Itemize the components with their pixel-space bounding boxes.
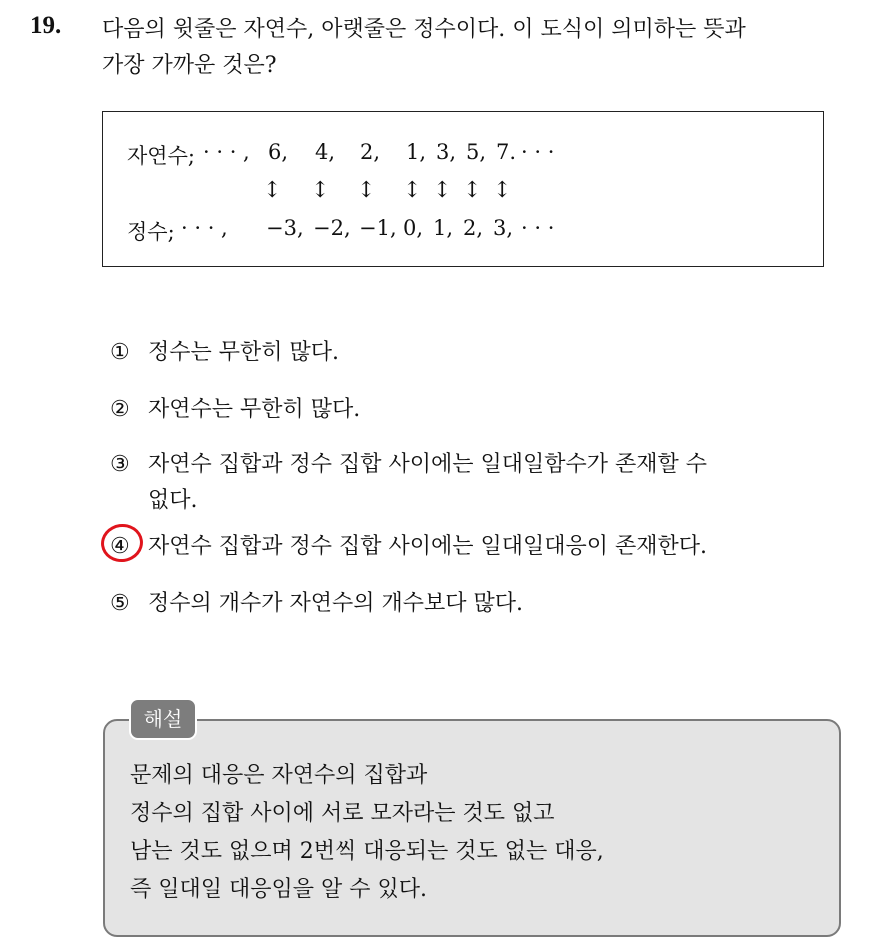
natural-value: 3, — [436, 140, 457, 164]
updown-arrow-icon: ↕ — [311, 178, 330, 203]
integer-value: −3, — [266, 216, 304, 240]
integer-value: 3, — [493, 216, 514, 240]
choice-1[interactable] — [110, 335, 339, 366]
updown-arrow-icon: ↕ — [433, 178, 452, 203]
updown-arrow-icon: ↕ — [357, 178, 376, 203]
updown-arrow-icon: ↕ — [493, 178, 512, 203]
integer-value: −1, — [359, 216, 397, 240]
natural-ellipsis: · · · — [521, 140, 555, 164]
choice-4[interactable] — [110, 529, 707, 560]
updown-arrow-icon: ↕ — [463, 178, 482, 203]
mapping-diagram — [102, 111, 824, 267]
explanation-line: 정수의 집합 사이에 서로 모자라는 것도 없고 — [130, 801, 555, 826]
integer-value: 0, — [403, 216, 424, 240]
question-line-1: 다음의 윗줄은 자연수, 아랫줄은 정수이다. 이 도식이 의미하는 뜻과 — [102, 17, 746, 42]
choice-text: 정수는 무한히 많다. — [148, 340, 339, 365]
integer-label: 정수; — [127, 220, 175, 244]
integer-value: 2, — [463, 216, 484, 240]
choice-number: ⑤ — [110, 591, 130, 616]
updown-arrow-icon: ↕ — [263, 178, 282, 203]
explanation-label: 해설 — [129, 698, 197, 740]
choice-text: 자연수는 무한히 많다. — [148, 397, 361, 422]
choice-2[interactable] — [110, 392, 360, 423]
choice-text: 정수의 개수가 자연수의 개수보다 많다. — [148, 591, 523, 616]
question-number: 19. — [30, 12, 62, 39]
natural-value: 7. — [496, 140, 517, 164]
natural-label: 자연수; — [127, 144, 195, 168]
natural-value: 4, — [315, 140, 336, 164]
choice-number: ④ — [110, 534, 130, 559]
question-text — [102, 12, 872, 84]
natural-value: 6, — [268, 140, 289, 164]
explanation-line: 즉 일대일 대응임을 알 수 있다. — [130, 877, 427, 902]
explanation-line: 남는 것도 없으며 2번씩 대응되는 것도 없는 대응, — [130, 839, 604, 864]
integer-ellipsis: · · · — [521, 216, 555, 240]
integer-prefix: · · · , — [181, 216, 228, 240]
choice-number: ② — [110, 397, 130, 422]
choice-5[interactable] — [110, 586, 523, 617]
choice-text: 자연수 집합과 정수 집합 사이에는 일대일함수가 존재할 수 — [148, 452, 708, 477]
natural-prefix: · · · , — [203, 140, 250, 164]
natural-value: 2, — [360, 140, 381, 164]
natural-value: 5, — [466, 140, 487, 164]
question-line-2: 가장 가까운 것은? — [102, 53, 277, 78]
choice-text: 자연수 집합과 정수 집합 사이에는 일대일대응이 존재한다. — [148, 534, 708, 559]
natural-value: 1, — [406, 140, 427, 164]
explanation-line: 문제의 대응은 자연수의 집합과 — [130, 763, 428, 788]
updown-arrow-icon: ↕ — [403, 178, 422, 203]
choice-3[interactable] — [110, 447, 708, 513]
integer-value: −2, — [313, 216, 351, 240]
choice-number: ③ — [110, 452, 130, 477]
integer-value: 1, — [433, 216, 454, 240]
choice-number: ① — [110, 340, 130, 365]
choice-text-continued: 없다. — [148, 488, 198, 513]
explanation-text — [130, 757, 604, 909]
